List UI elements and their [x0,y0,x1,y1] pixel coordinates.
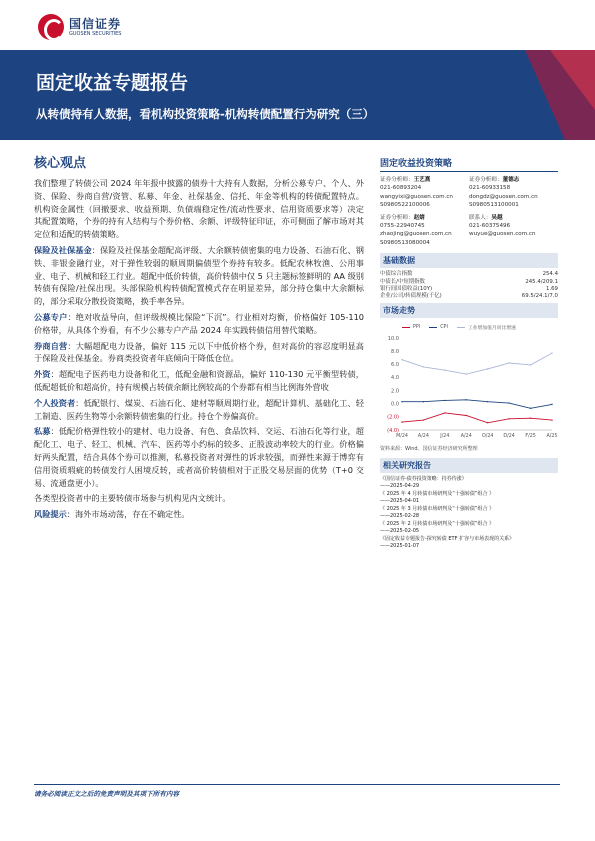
related-report-date: ——2025-02-28 [380,512,420,519]
series-point [444,400,445,401]
series-point [423,366,424,367]
paragraph-text: 我们整理了转债公司 2024 年年报中披露的债券十大持有人数据，分析公募专户、个人、外资、保险、券商自营/资管、私募、年金、社保基金、信托、年金等机构的转债配置特点。机构资金属性（回撤要求、收益预期、负债端稳定性/流动性要求、信用资质要求等）决定其配置策略，个券的持有人结构与个券价格、余额、评级特征印证，亦可侧面了解市场对其定位和适配的转债策略。 [34,178,364,240]
related-report-date: ——2025-04-01 [380,497,420,504]
x-tick-label: A/24 [460,433,472,439]
series-point [508,402,509,403]
analyst-email: dongdz@guosen.com.cn [469,193,538,200]
analyst-role: 证券分析师： [469,177,503,183]
y-tick-label: 8.0 [391,348,399,355]
series-point [487,422,488,423]
report-type-title: 固定收益专题报告 [36,72,189,94]
analyst-cert: S0980522100006 [380,202,430,209]
series-point [530,407,531,408]
legend-swatch [402,327,410,328]
analyst-email: wangyixi@guosen.com.cn [380,193,453,200]
analyst-phone: 021-60893204 [380,185,422,192]
paragraph-text: 各类型投资者中的主要转债市场参与机构见内文统计。 [34,493,231,504]
related-report-title: 《 2025 年 3 月转债市场研判及“十强转债”组合 》 [380,505,495,512]
market-trend-svg [380,322,558,444]
series-point [401,401,402,402]
banner-decoration [505,50,595,140]
footer-divider [34,784,560,785]
series-point [466,399,467,400]
legend-item [457,324,516,331]
y-tick-label: 10.0 [387,335,399,342]
series-point [551,352,552,353]
analyst-card [380,214,469,248]
series-point [551,419,552,420]
related-report [380,506,558,520]
y-tick-label: 6.0 [391,361,399,368]
paragraph-text: ：海外市场动荡，存在不确定性。 [66,509,190,520]
x-tick-label: A/25 [546,433,558,439]
x-tick-label: M/24 [396,433,408,439]
analyst-name: 吴越 [491,214,503,221]
basic-data-label: 银行间国债收益(10Y) [380,286,433,293]
core-paragraph [34,492,364,505]
legend-label: PPI [413,324,421,330]
chart-legend [402,324,525,331]
series-point [466,415,467,416]
core-paragraph [34,340,364,366]
analyst-name: 董德志 [502,177,520,183]
analyst-list [380,176,558,251]
logo-en: GUOSEN SECURITIES [69,30,122,37]
analyst-header [469,214,558,222]
basic-data-table [380,271,558,301]
paragraph-lead: 外资 [34,369,51,380]
basic-data-label: 中债综合指数 [380,271,413,278]
analyst-phone: 021-60933158 [469,185,511,192]
basic-data-value: 69.5/24.1/7.0 [521,293,558,300]
analyst-name: 赵婧 [413,214,425,221]
series-line [402,353,552,374]
series-point [487,401,488,402]
related-report [380,476,558,490]
analyst-email: wuyue@guosen.com.cn [469,231,536,238]
x-tick-label: A/24 [417,433,429,439]
x-tick-label: F/25 [525,433,536,439]
core-views-title: 核心观点 [34,156,87,171]
sidebar-section-title: 固定收益投资策略 [380,156,558,172]
analyst-role: 证券分析师： [380,214,414,221]
paragraph-lead: 保险及社保基金 [34,244,92,255]
paragraph-text: ：绝对收益导向，但评级规模比保险“下沉”。行业相对均衡，价格偏好 105-110 价格带，从具体个券看，有不少公募专户产品 2024 年实践转债信用替代策略。 [34,311,364,335]
paragraph-text: ：大幅超配电力设备，偏好 115 元以下中低价格个券，但对高价的容忍度明显高于保险及社保基金。券商类投资者年底倾向于降低仓位。 [34,340,364,364]
core-paragraph [34,397,364,423]
paragraph-lead: 公募专户 [34,311,68,322]
related-report-title: 《国信证券-债券投资策略：持券待涨》 [380,475,467,482]
basic-data-row [380,279,558,286]
related-report [380,536,558,550]
series-point [508,418,509,419]
paragraph-lead: 私募 [34,426,51,437]
core-paragraph [34,177,364,241]
related-report-date: ——2025-01-07 [380,542,420,549]
analyst-name: 王艺熹 [413,177,431,183]
series-point [551,404,552,405]
legend-swatch [457,327,465,328]
series-point [466,373,467,374]
analyst-header [469,176,558,184]
series-point [530,417,531,418]
core-paragraphs [34,177,364,521]
legend-swatch [429,327,437,328]
paragraph-text: ：保险及社保基金超配高评级、大余额转债密集的电力设备、石油石化、钢铁、非银金融行业，对于弹性较弱的顺周期偏债型个券持有较多。低配农林牧渔、公用事业、电子、机械和轻工行业。超配中低价转债，高价转债中仅 5 只主题标签鲜明的 AA 级别转债有保险/社保出现。头部保险机构转债配置模式存在明显差异，部分持仓集中大余额标的，部分采取分散投资策略，换手率各异。 [34,244,364,307]
series-point [423,419,424,420]
analyst-phone: 021-60375496 [469,223,511,230]
title-banner [0,50,595,140]
related-report-date: ——2025-02-05 [380,527,420,534]
series-point [444,369,445,370]
basic-data-value: 1.69 [545,286,558,293]
paragraph-lead: 券商自营 [34,340,68,351]
report-subtitle: 从转债持有人数据，看机构投资策略-机构转债配置行为研究（三） [36,107,375,121]
related-report-date: ——2025-04-29 [380,482,420,489]
basic-data-value: 245.4/209.1 [525,278,558,285]
analyst-header [380,176,469,184]
series-point [487,368,488,369]
basic-data-label: 中债长/中短期指数 [380,278,425,285]
analyst-card [380,176,469,210]
analyst-header [380,214,469,222]
related-report-title: 《 2025 年 2 月转债市场研判及“十强转债”组合 》 [380,520,495,527]
series-point [423,401,424,402]
series-point [401,421,402,422]
analyst-card [469,176,558,210]
market-trend-chart [380,322,558,444]
basic-data-label: 企业/公司/转债规模(千亿) [380,293,442,300]
analyst-phone: 0755-22940745 [380,223,425,230]
core-paragraph [34,311,364,337]
y-tick-label: (2.0) [387,414,399,421]
series-point [401,359,402,360]
analyst-card [469,214,558,248]
paragraph-lead: 风险提示 [34,509,67,520]
core-paragraph [34,508,364,521]
related-report [380,521,558,535]
legend-label: CPI [440,324,448,330]
guosen-logo-icon [38,14,64,40]
analyst-cert: S0980513100001 [469,202,519,209]
y-tick-label: (4.0) [387,427,399,434]
logo-text [69,17,121,38]
series-point [444,412,445,413]
series-point [508,362,509,363]
y-tick-label: 2.0 [391,388,399,395]
core-paragraph [34,425,364,489]
x-tick-label: J/24 [440,433,450,439]
basic-data-value: 254.4 [542,271,558,278]
core-views [34,152,364,524]
analyst-cert: S0980513080004 [380,239,430,246]
paragraph-text: ：超配电子医药电力设备和化工，低配金融和资源品，偏好 110-130 元平衡型转债，低配超低价和超高价，持有规模占转债余额比例较高的个券都有相当比例海外营收 [34,369,364,392]
disclaimer-footer: 请务必阅读正文之后的免责声明及其项下所有内容 [34,790,180,798]
core-paragraph [34,368,364,394]
y-tick-label: 0.0 [391,401,399,408]
related-reports-title: 相关研究报告 [380,458,558,473]
logo-cn: 国信证券 [69,16,122,31]
y-tick-label: 4.0 [391,375,399,382]
related-report [380,491,558,505]
series-line [402,400,552,409]
chart-source: 资料来源：Wind、国信证券经济研究所整理 [380,445,478,452]
related-report-list [380,476,558,550]
core-paragraph [34,244,364,308]
legend-item [402,324,420,331]
related-report-title: 《 2025 年 4 月转债市场研判及“十强转债”组合 》 [380,490,495,497]
related-report-title: 《固定收益专题报告-探究转债 ETF 扩容与市场表现的关系》 [380,535,515,542]
x-tick-label: O/24 [481,433,494,439]
x-tick-label: D/24 [503,433,515,439]
series-point [530,364,531,365]
legend-item [429,324,448,331]
sidebar [380,156,558,551]
analyst-role: 联系人： [469,214,492,221]
analyst-role: 证券分析师： [380,177,414,183]
series-line [402,413,552,423]
guosen-logo [38,14,121,40]
paragraph-text: ：低配价格弹性较小的建材、电力设备、有色、食品饮料、交运、石油石化等行业，超配化工、电子、轻工、机械、汽车、医药等小约标的较多、正股波动率较大的行业。价格偏好两头配置，结合具体个券可以推测，私募投资者对弹性的诉求较强，而弹性来源于博弈有信用资质瑕疵的转债发行人困境反转，或者高价转债相对于正股交易层面的优势（T+0 交易、流通盘更小）。 [34,426,364,488]
analyst-email: zhaojing@guosen.com.cn [380,231,452,238]
basic-data-row [380,271,558,278]
basic-data-title: 基础数据 [380,253,558,268]
paragraph-lead: 个人投资者 [34,397,76,408]
market-trend-title: 市场走势 [380,303,558,318]
paragraph-text: ：低配银行、煤炭、石油石化、建材等顺周期行业，超配计算机、基础化工、轻工制造、医药生物等小余额转债密集的行业。持仓个券偏高价。 [34,397,364,421]
legend-label: 工业增加值月同比增速 [467,325,516,331]
basic-data-row [380,293,558,300]
